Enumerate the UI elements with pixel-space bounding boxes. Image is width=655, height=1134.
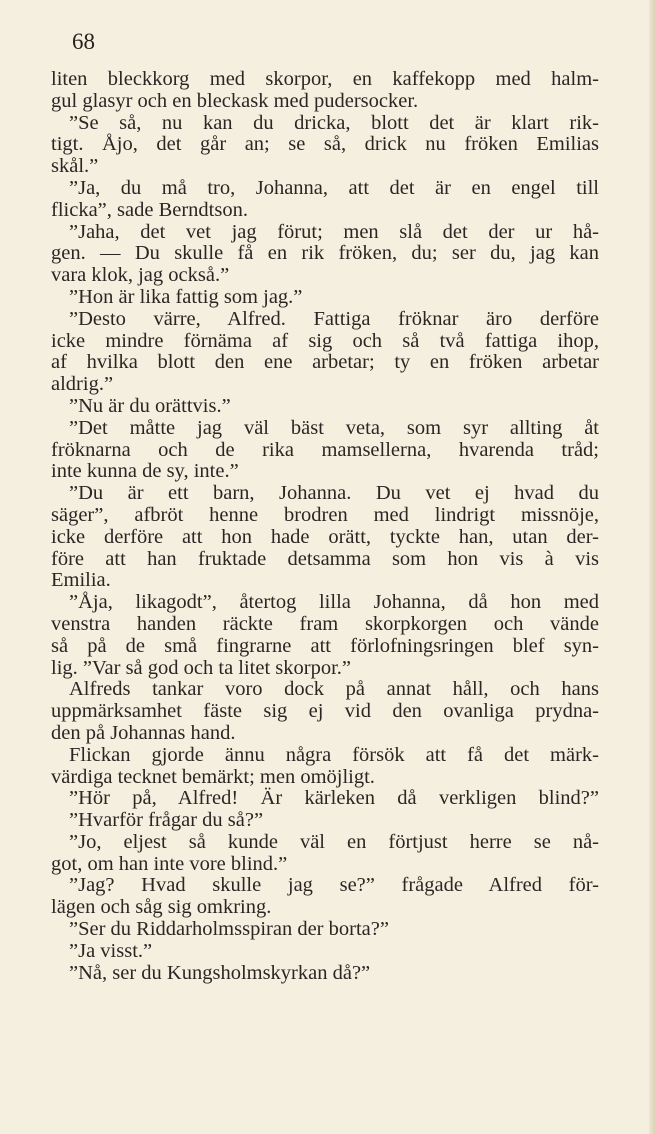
text-line: fröknarna och de rika mamsellerna, hvarenda tråd; (51, 438, 599, 461)
body-text (51, 69, 599, 984)
text-line: värdiga tecknet bemärkt; men omöjligt. (51, 765, 375, 788)
text-line: aldrig.” (51, 373, 114, 396)
text-line: vara klok, jag också.” (51, 264, 230, 287)
text-line: ”Det måtte jag väl bäst veta, som syr allting åt (69, 416, 599, 439)
text-line: af hvilka blott den ene arbetar; ty en fröken arbetar (51, 351, 599, 374)
text-line: ”Jag? Hvad skulle jag se?” frågade Alfred för- (69, 874, 599, 897)
text-line: ”Hvarför frågar du så?” (69, 809, 264, 832)
text-line: venstra handen räckte fram skorpkorgen och vände (51, 612, 599, 635)
text-line: ”Jo, eljest så kunde väl en förtjust herre se nå- (69, 830, 599, 853)
text-line: Flickan gjorde ännu några försök att få det märk- (69, 743, 599, 766)
text-line: den på Johannas hand. (51, 721, 236, 744)
text-line: lig. ”Var så god och ta litet skorpor.” (51, 656, 352, 679)
text-line: före att han fruktade detsamma som hon vis à vis (51, 547, 599, 570)
text-line: got, om han inte vore blind.” (51, 852, 288, 875)
text-line: gen. — Du skulle få en rik fröken, du; ser du, jag kan (51, 242, 599, 265)
page-number: 68 (72, 29, 95, 54)
text-line: ”Hör på, Alfred! Är kärleken då verkligen blind?” (69, 787, 599, 810)
text-line: ”Ja visst.” (69, 939, 153, 962)
text-line: icke mindre förnäma af sig och så två fattiga ihop, (51, 329, 599, 352)
text-line: icke derföre att hon hade orätt, tyckte han, utan der- (51, 525, 599, 548)
text-line: tigt. Åjo, det går an; se så, drick nu fröken Emilias (51, 133, 599, 156)
text-line: inte kunna de sy, inte.” (51, 460, 239, 483)
text-line: skål.” (51, 155, 99, 178)
text-line: ”Nu är du orättvis.” (69, 394, 231, 417)
text-line: säger”, afbröt henne brodren med lindrigt missnöje, (51, 503, 599, 526)
text-line: ”Hon är lika fattig som jag.” (69, 285, 303, 308)
text-line: så på de små fingrarne att förlofningsringen blef syn- (51, 634, 599, 657)
text-line: uppmärksamhet fäste sig ej vid den ovanliga prydna- (51, 700, 599, 723)
text-line: lägen och såg sig omkring. (51, 896, 272, 919)
text-line: gul glasyr och en bleckask med pudersocker. (51, 89, 419, 112)
text-line: Alfreds tankar voro dock på annat håll, och hans (69, 678, 599, 701)
text-line: ”Nå, ser du Kungsholmskyrkan då?” (69, 961, 371, 984)
text-line: ”Jaha, det vet jag förut; men slå det der ur hå- (69, 220, 599, 243)
text-line: ”Desto värre, Alfred. Fattiga fröknar äro derföre (69, 307, 599, 330)
text-line: ”Se så, nu kan du dricka, blott det är klart rik- (69, 111, 599, 134)
text-line: ”Du är ett barn, Johanna. Du vet ej hvad du (69, 482, 599, 505)
text-line: flicka”, sade Berndtson. (51, 198, 248, 221)
text-line: ”Åja, likagodt”, återtog lilla Johanna, då hon med (69, 591, 599, 614)
text-line: ”Ja, du må tro, Johanna, att det är en engel till (69, 176, 599, 199)
text-line: ”Ser du Riddarholmsspiran der borta?” (69, 918, 389, 941)
page-edge-shadow (649, 0, 655, 1134)
text-line: liten bleckkorg med skorpor, en kaffekopp med halm- (51, 68, 599, 90)
text-line: Emilia. (51, 569, 111, 592)
